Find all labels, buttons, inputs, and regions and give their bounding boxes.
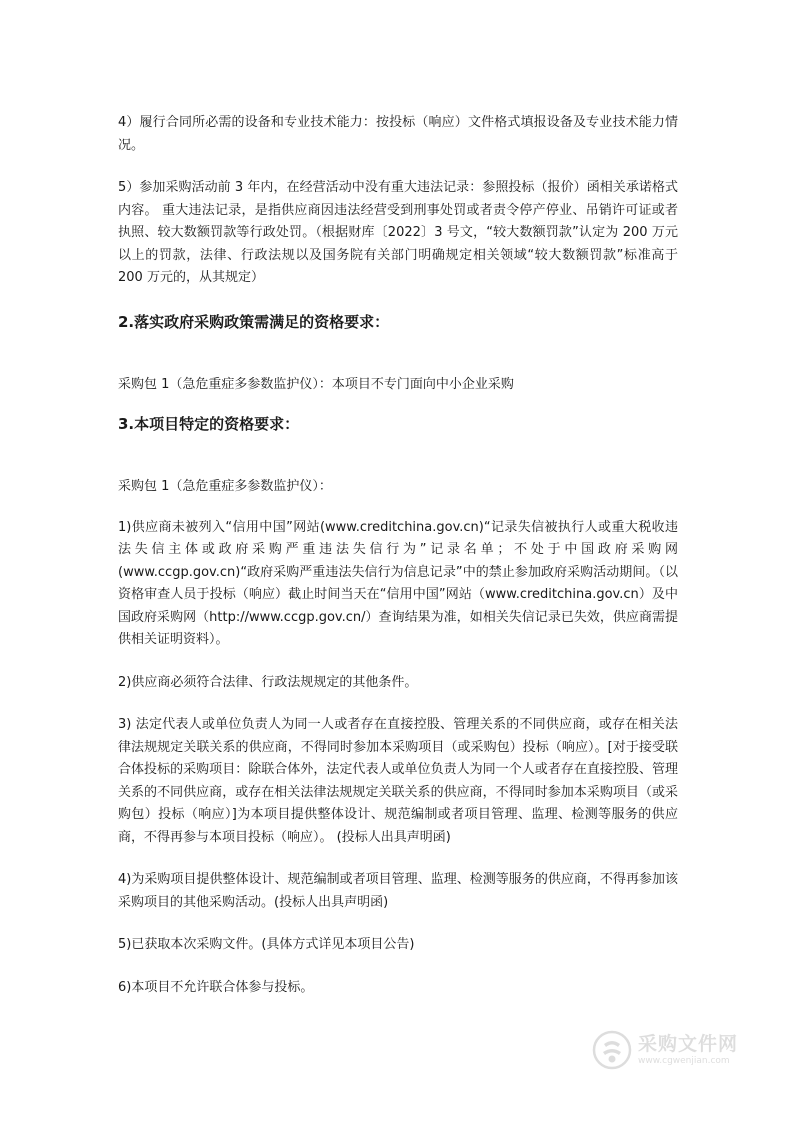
paragraph-violation-record: 5）参加采购活动前 3 年内，在经营活动中没有重大违法记录：参照投标（报价）函相关承诺格式内容。 重大违法记录，是指供应商因违法经营受到刑事处罚或者责令停产停业、吊销许可证或者执照、较大数额罚款等行政处罚。（根据财库〔2022〕3 号文，“较大数额罚款”认定为 200 万元以上的罚款，法律、行政法规以及国务院有关部门明确规定相关领域“较大数额罚款”标准高于 200 万元的，从其规定） (118, 180, 678, 285)
section-3-heading: 3.本项目特定的资格要求： (118, 415, 300, 433)
requirement-item-3: 3) 法定代表人或单位负责人为同一人或者存在直接控股、管理关系的不同供应商，或存在相关法律法规规定关联关系的供应商，不得同时参加本采购项目（或采购包）投标（响应）。[对于接受联合体投标的采购项目：除联合体外，法定代表人或单位负责人为同一个人或者存在直接控股、管理关系的不同供应商，或存在相关法律法规规定关联关系的供应商，不得同时参加本采购项目（或采购包）投标（响应）]为本项目提供整体设计、规范编制或者项目管理、监理、检测等服务的供应商，不得再参与本项目投标（响应）。 (投标人出具声明函) (118, 717, 678, 845)
requirement-item-6: 6)本项目不允许联合体参与投标。 (118, 979, 314, 995)
paragraph-equipment: 4）履行合同所必需的设备和专业技术能力：按投标（响应）文件格式填报设备及专业技术能力情况。 (118, 115, 678, 153)
section-3-package: 采购包 1（急危重症多参数监护仪）： (118, 479, 332, 494)
requirement-item-4: 4)为采购项目提供整体设计、规范编制或者项目管理、监理、检测等服务的供应商，不得再参加该采购项目的其他采购活动。(投标人出具声明函) (118, 872, 678, 910)
section-2-heading: 2.落实政府采购政策需满足的资格要求： (118, 312, 390, 331)
requirement-item-5: 5)已获取本次采购文件。(具体方式详见本项目公告) (118, 937, 415, 952)
section-2-text: 采购包 1（急危重症多参数监护仪）：本项目不专门面向中小企业采购 (118, 376, 514, 392)
requirement-item-1: 1)供应商未被列入“信用中国”网站(www.creditchina.gov.cn)“记录失信被执行人或重大税收违法失信主体或政府采购严重违法失信行为”记录名单；不处于中国政府采购网(www.ccgp.gov.cn)“政府采购严重违法失信行为信息记录”中的禁止参加政府采购活动期间。（以资格审查人员于投标（响应）截止时间当天在“信用中国”网站（www.creditchina.gov.cn）及中国政府采购网（http://www.ccgp.gov.cn/）查询结果为准，如相关失信记录已失效，供应商需提供相关证明资料）。 (118, 519, 678, 647)
document-body (118, 112, 678, 999)
watermark-url: www.cgwenjian.com (638, 1056, 730, 1066)
requirement-item-2: 2)供应商必须符合法律、行政法规规定的其他条件。 (118, 674, 418, 690)
watermark-title: 采购文件网 (638, 1033, 739, 1055)
watermark (592, 1028, 752, 1072)
seal-logo-icon (592, 1030, 632, 1070)
